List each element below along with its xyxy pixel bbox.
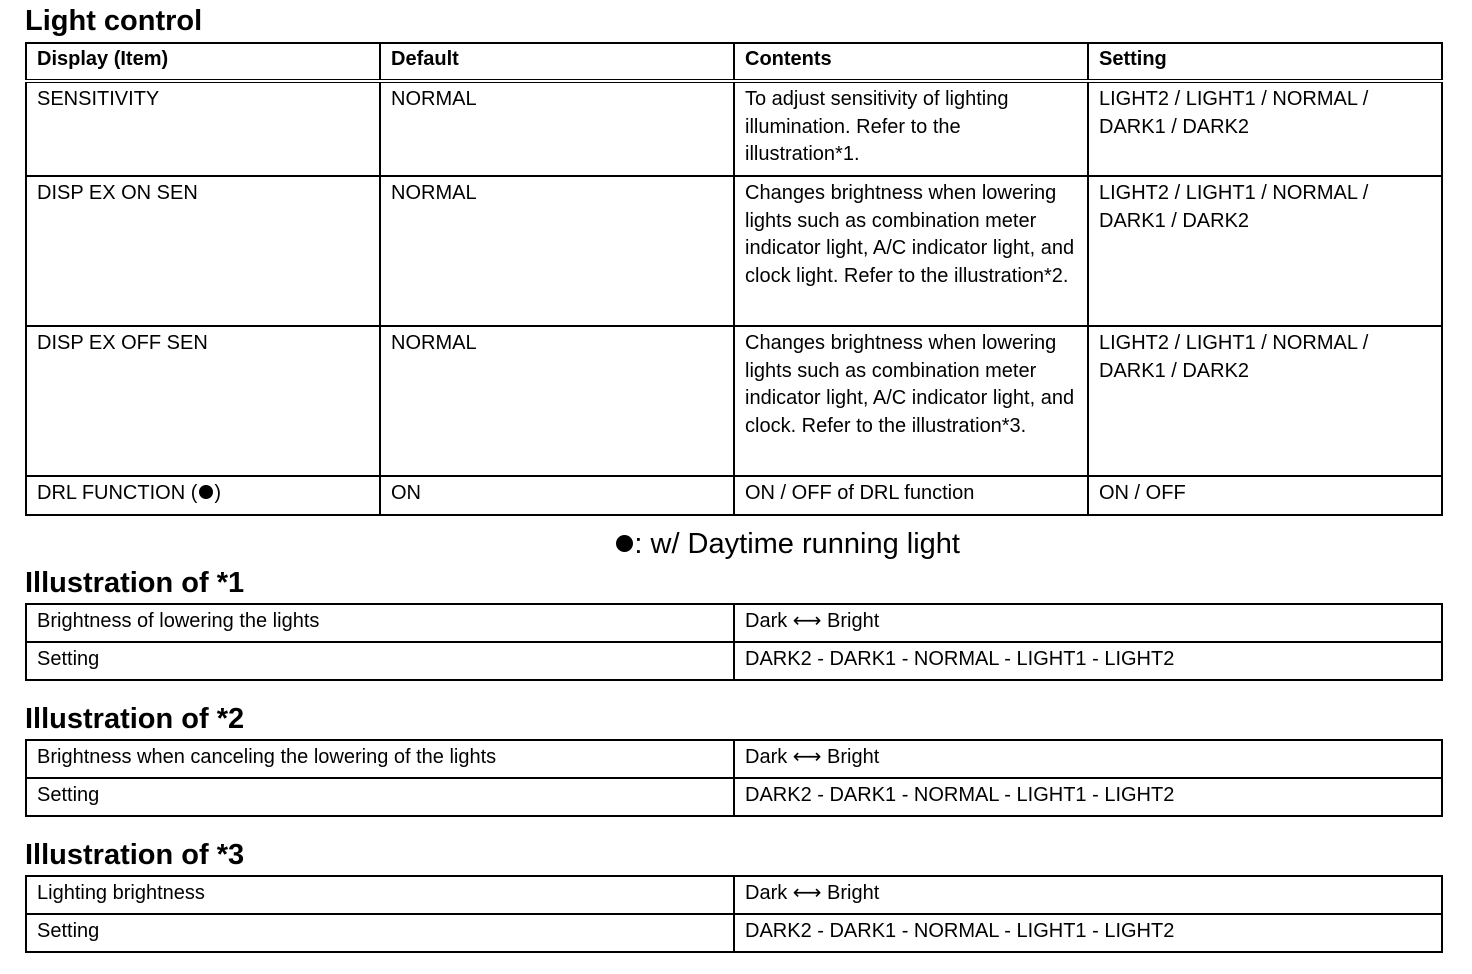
cell-value: DARK2 - DARK1 - NORMAL - LIGHT1 - LIGHT2 — [734, 778, 1442, 816]
table-row — [26, 876, 1442, 914]
header-setting: Setting — [1088, 43, 1442, 81]
cell-contents: ON / OFF of DRL function — [734, 476, 1088, 515]
cell-default: NORMAL — [380, 176, 734, 326]
illustration-3-table — [25, 875, 1443, 953]
cell-label: Brightness when canceling the lowering of the lights — [26, 740, 734, 778]
header-default: Default — [380, 43, 734, 81]
cell-contents: To adjust sensitivity of lighting illumination. Refer to the illustration*1. — [734, 81, 1088, 176]
cell-contents: Changes brightness when lowering lights such as combination meter indicator light, A/C indicator light, and clock light. Refer to the illustration*2. — [734, 176, 1088, 326]
cell-setting: LIGHT2 / LIGHT1 / NORMAL / DARK1 / DARK2 — [1088, 81, 1442, 176]
cell-label: Brightness of lowering the lights — [26, 604, 734, 642]
illustration-1-table — [25, 603, 1443, 681]
cell-value: Dark ⟷ Bright — [734, 740, 1442, 778]
cell-item — [26, 476, 380, 515]
cell-item: DISP EX OFF SEN — [26, 326, 380, 476]
light-control-table — [25, 42, 1443, 516]
illustration-2-title: Illustration of *2 — [25, 703, 245, 735]
cell-value: DARK2 - DARK1 - NORMAL - LIGHT1 - LIGHT2 — [734, 642, 1442, 680]
drl-item-prefix: DRL FUNCTION ( — [37, 482, 198, 504]
cell-default: ON — [380, 476, 734, 515]
cell-label: Setting — [26, 778, 734, 816]
cell-default: NORMAL — [380, 326, 734, 476]
cell-contents: Changes brightness when lowering lights such as combination meter indicator light, A/C indicator light, and clock. Refer to the illustration*3. — [734, 326, 1088, 476]
illustration-1-title: Illustration of *1 — [25, 567, 245, 599]
cell-value: Dark ⟷ Bright — [734, 604, 1442, 642]
table-header-row — [26, 43, 1442, 81]
table-row — [26, 326, 1442, 476]
table-row — [26, 176, 1442, 326]
table-row — [26, 81, 1442, 176]
illustration-2-table — [25, 739, 1443, 817]
bullet-dot-icon — [616, 535, 633, 552]
bullet-dot-icon — [199, 485, 213, 499]
table-row — [26, 642, 1442, 680]
illustration-3-title: Illustration of *3 — [25, 839, 245, 871]
table-row — [26, 740, 1442, 778]
legend-note — [614, 527, 960, 561]
table-row — [26, 476, 1442, 515]
legend-text: : w/ Daytime running light — [634, 528, 960, 560]
cell-default: NORMAL — [380, 81, 734, 176]
cell-item: DISP EX ON SEN — [26, 176, 380, 326]
cell-value: DARK2 - DARK1 - NORMAL - LIGHT1 - LIGHT2 — [734, 914, 1442, 952]
cell-value: Dark ⟷ Bright — [734, 876, 1442, 914]
header-display-item: Display (Item) — [26, 43, 380, 81]
cell-setting: LIGHT2 / LIGHT1 / NORMAL / DARK1 / DARK2 — [1088, 176, 1442, 326]
table-row — [26, 604, 1442, 642]
cell-label: Setting — [26, 642, 734, 680]
table-row — [26, 778, 1442, 816]
header-contents: Contents — [734, 43, 1088, 81]
cell-setting: ON / OFF — [1088, 476, 1442, 515]
table-row — [26, 914, 1442, 952]
cell-label: Setting — [26, 914, 734, 952]
cell-label: Lighting brightness — [26, 876, 734, 914]
cell-setting: LIGHT2 / LIGHT1 / NORMAL / DARK1 / DARK2 — [1088, 326, 1442, 476]
section-title: Light control — [25, 5, 203, 37]
drl-item-suffix: ) — [214, 482, 222, 504]
cell-item: SENSITIVITY — [26, 81, 380, 176]
